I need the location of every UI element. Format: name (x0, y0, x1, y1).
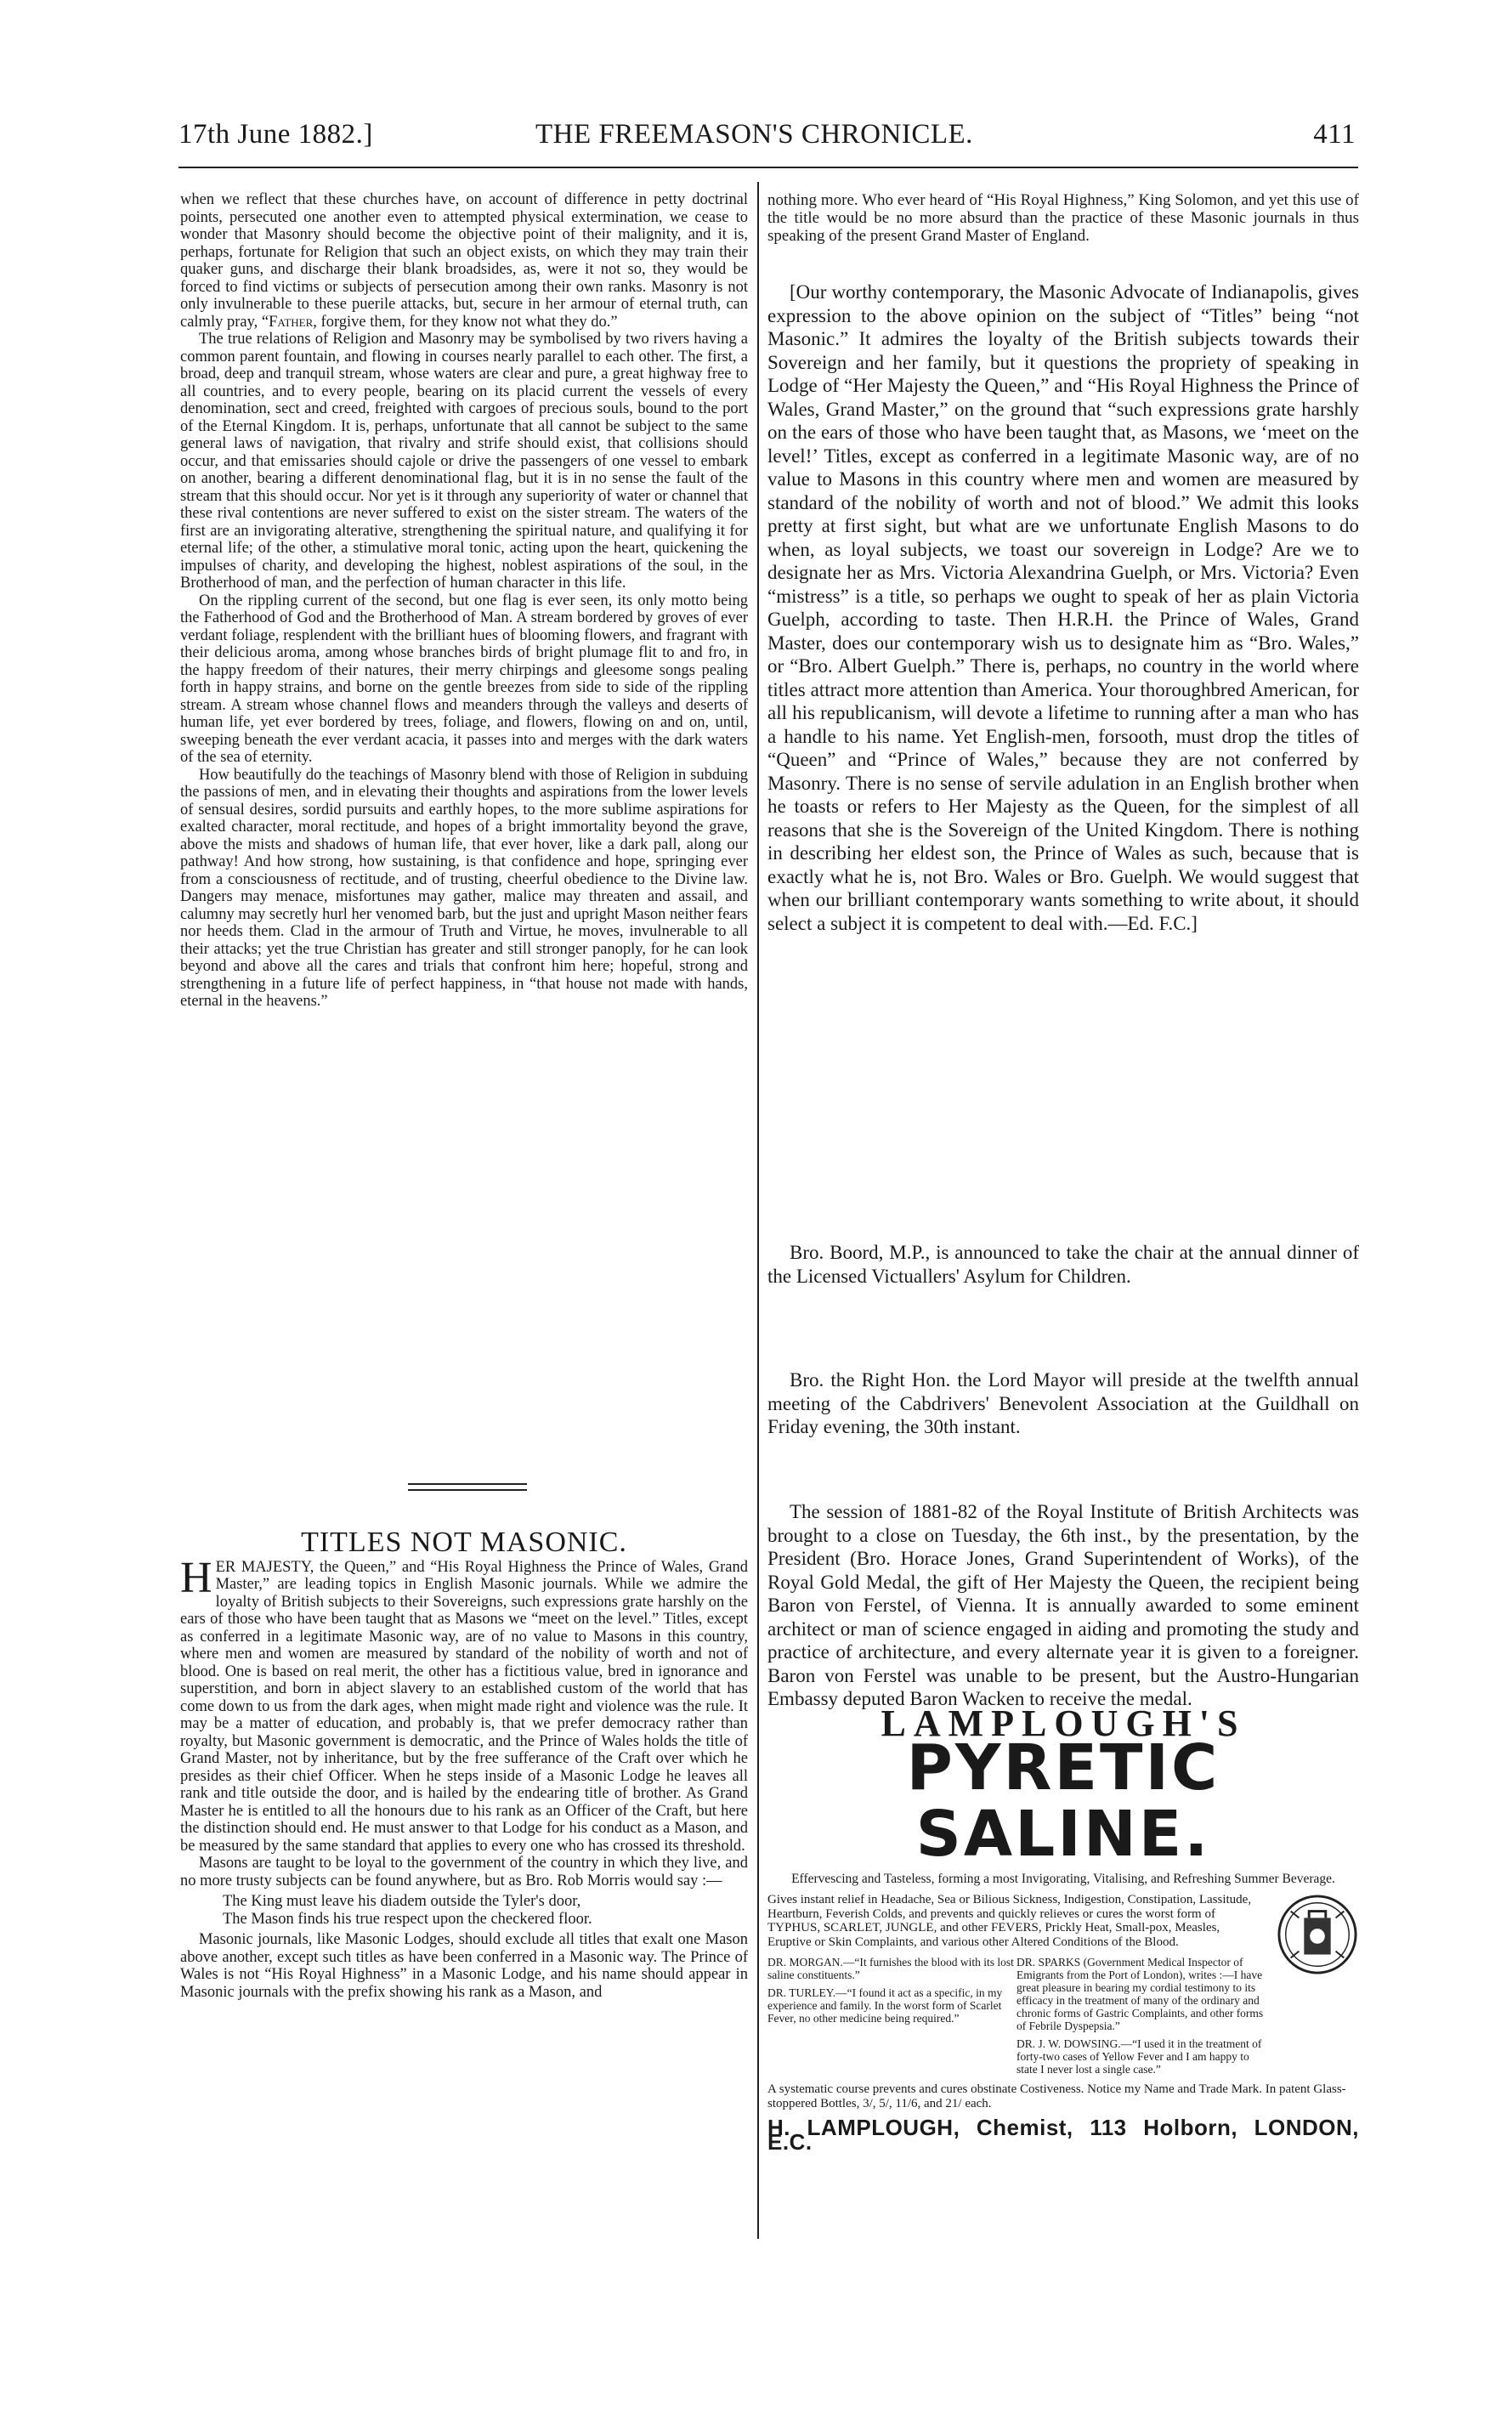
masthead-rule (178, 167, 1358, 168)
news-item-lord-mayor (767, 1368, 1359, 1439)
issue-date: 17th June 1882.] (178, 119, 373, 150)
article-paragraph: How beautifully do the teachings of Masonry blend with those of Religion in subduing the passions of men, and in elevating their thoughts and aspirations from the lower levels of sensual desires, sordid pursuits and earthly hopes, to the more sublime aspirations for exalted character, moral rectitude, and hopes of a bright immortality beyond the grave, above the mists and shadows of human life, that ever hover, like a dark pall, along our pathway! And how strong, how sustaining, is that confidence and hope, springing ever from a consciousness of rectitude, and of trusting, cheerful obedience to the Divine law. Dangers may menace, misfortunes may gather, malice may threaten and assail, and calumny may secretly hurl her venomed barb, but the just and upright Mason neither fears nor heeds them. Clad in the armour of Truth and Virtue, he moves, invulnerable to all their attacks; yet the true Christian has greater and still stronger panoply, for he can look beyond and above all the cares and trials that confront him here; hopeful, strong and strengthening in a future life of perfect happiness, in “that house not made with hands, eternal in the heavens.” (180, 766, 748, 1010)
editorial-note (767, 280, 1359, 935)
article-paragraph: HER MAJESTY, the Queen,” and “His Royal Highness the Prince of Wales, Grand Master,” are leading topics in English Masonic journals. While we admire the loyalty of British subjects to their Sovereigns, such expressions grate harshly on the ears of those who have been taught that as Masons we “meet on the level.” Titles, except as conferred in a legitimate Masonic way, are of no value to Masons in this country, where men and women are measured by standard of the nobility of worth and not of blood. One is based on real merit, the other has a fictitious value, bred in ignorance and superstition, and born in abject slavery to an established custom of the world that has come down to us from the dark ages, when might made right and violence was the rule. It may be a matter of education, and probably is, that we prefer democracy rather than royalty, but Masonic government is democratic, and the Prince of Wales holds the title of Grand Master, not by inheritance, but by the free sufferance of the Craft over which he presides as their chief Officer. When he steps inside of a Masonic Lodge he leaves all rank and title outside the door, and is hailed by the endearing title of brother. As Grand Master he is entitled to all the honours due to his rank as an Officer of the Craft, but here the distinction should end. He must answer to that Lodge for his conduct as a Mason, and be measured by the same standard that applies to every one who has crossed its threshold. (180, 1553, 748, 1855)
drop-cap: H (180, 1553, 212, 1602)
testimonial: DR. MORGAN.—“It furnishes the blood with its lost saline constituents.” (767, 1956, 1014, 1981)
news-paragraph: Bro. the Right Hon. the Lord Mayor will preside at the twelfth annual meeting of the Cabdrivers' Benevolent Association at the Guildhall on Friday evening, the 30th instant. (767, 1369, 1359, 1437)
testimonial-column (767, 1956, 1016, 2076)
section-divider (408, 1483, 527, 1485)
masthead (178, 119, 1356, 160)
titles-not-masonic-article (180, 1527, 748, 2001)
right-column-continuation (767, 191, 1359, 245)
testimonial-column (1016, 1956, 1266, 2076)
column-divider (757, 182, 759, 2239)
article-paragraph: Masons are taught to be loyal to the government of the country in which they live, and no more trusty subjects can be found anywhere, but as Bro. Rob Morris would say :— (180, 1855, 748, 1889)
news-paragraph: Bro. Boord, M.P., is announced to take the chair at the annual dinner of the Licensed Victuallers' Asylum for Children. (767, 1242, 1359, 1287)
page-number: 411 (1313, 119, 1356, 150)
news-item-boord (767, 1241, 1359, 1288)
article-paragraph: Masonic journals, like Masonic Lodges, should exclude all titles that exalt one Mason above another, except such titles as have been conferred in a Masonic way. The Prince of Wales is not “His Royal Highness” in a Masonic Lodge, and his name should appear in Masonic journals with the prefix showing his rank as a Mason, and (180, 1931, 748, 2001)
news-item-architects (767, 1500, 1359, 1711)
news-paragraph: The session of 1881-82 of the Royal Institute of British Architects was brought to a close on Tuesday, the 6th inst., by the presentation, by the President (Bro. Horace Jones, Grand Superintendent of Works), of the Royal Gold Medal, the gift of Her Majesty the Queen, the recipient being Baron von Ferstel, of Vienna. It is annually awarded to some eminent architect or man of science engaged in aiding and promoting the study and practice of architecture, and every alternate year it is given to a foreigner. Baron von Ferstel was unable to be present, but the Austro-Hungarian Embassy deputed Baron Wacken to receive the medal. (767, 1501, 1359, 1709)
ad-brand-name: LAMPLOUGH'S (881, 1702, 1246, 1744)
ad-testimonials (767, 1956, 1266, 2076)
article-paragraph: On the rippling current of the second, but one flag is ever seen, its only motto being the Fatherhood of God and the Brotherhood of Man. A stream bordered by groves of ever verdant foliage, resplendent with the brilliant hues of blooming flowers, and fragrant with their delicious aroma, among whose branches birds of bright plumage flit to and fro, in the happy freedom of their natures, their merry chirpings and gleesome songs pealing forth in happy strains, and borne on the gentle breezes from side to side of the rippling stream. A stream whose channel flows and meanders through the valleys and deserts of human life, yet ever bordered by trees, foliage, and flowers, flowing on and on, until, sweeping beneath the ever verdant acacia, it passes into and merges with the dark waters of the sea of eternity. (180, 592, 748, 766)
ad-product-name: PYRETIC SALINE. (906, 1731, 1220, 1871)
article-paragraph: when we reflect that these churches have, on account of difference in petty doctrinal points, persecuted one another even to attempted physical extermination, we cease to wonder that Masonry should become the objective point of their malignity, and it is, perhaps, fortunate for Religion that such an object exists, on which they may train their quaker guns, and discharge their blank broadsides, as, were it not so, they would be forced to find victims or subjects of persecution among their own ranks. Masonry is not only invulnerable to these puerile attacks, but, secure in her armour of eternal truth, can calmly pray, “Father, forgive them, for they know not what they do.” (180, 191, 748, 331)
testimonial: DR. SPARKS (Government Medical Inspector of Emigrants from the Port of London), writes :—I have great pleasure in bearing my cordial testimony to its efficacy in the treatment of many of the ordinary and chronic forms of Gastric Complaints, and other forms of Febrile Dyspepsia.” (1016, 1956, 1264, 2032)
ad-notice: A systematic course prevents and cures obstinate Costiveness. Notice my Name and Trade Mark. In patent Glass-stoppered Bottles, 3/, 5/, 11/6, and 21/ each. (767, 2082, 1346, 2110)
publication-title: THE FREEMASON'S CHRONICLE. (535, 119, 973, 150)
article-paragraph: [Our worthy contemporary, the Masonic Advocate of Indianapolis, gives expression to the above opinion on the subject of “Titles” being “not Masonic.” It admires the loyalty of the British subjects towards their Sovereign and her family, but it questions the propriety of speaking in Lodge of “Her Majesty the Queen,” and “His Royal Highness the Prince of Wales, Grand Master,” on the ground that “such expressions grate harshly on the ears of those who have been taught that, as Masons, we ‘meet on the level!’ Titles, except as conferred in a legitimate Masonic way, are of no value to Masons in this country where men and women are measured by standard of the nobility of worth and not of blood.” We admit this looks pretty at first sight, but what are we unfortunate English Masons to do when, as loyal subjects, we toast our sovereign in Lodge? Are we to designate her as Mrs. Victoria Alexandrina Guelph, or Mrs. Victoria? Even “mistress” is a title, so perhaps we ought to speak of her as plain Victoria Guelph, according to taste. Then H.R.H. the Prince of Wales, Grand Master, does our contemporary wish us to designate him as “Bro. Wales,” or “Bro. Albert Guelph.” There is, perhaps, no country in the world where titles attract more attention than America. Your thoroughbred American, for all his republicanism, will devote a lifetime to running after a man who has a handle to his name. Yet English-men, forsooth, must drop the titles of “Queen” and “Prince of Wales,” because they are not conferred by Masonry. There is no sense of servile adulation in an English brother when he toasts or refers to Her Majesty as the Queen, for the simplest of all reasons that she is the Sovereign of the United Kingdom. There is nothing in describing her eldest son, the Prince of Wales as such, because that is exactly what he is, not Bro. Wales or Bro. Guelph. We would suggest that when our brilliant contemporary wants something to write about, it should select a subject it is competent to deal with.—Ed. F.C.] (767, 281, 1359, 934)
verse-quote (180, 1893, 748, 1928)
testimonial: DR. J. W. DOWSING.—“I used it in the treatment of forty-two cases of Yellow Fever and I am happy to state I never lost a single case.” (1016, 2037, 1262, 2076)
verse-line: The King must leave his diadem outside the Tyler's door, (223, 1893, 581, 1910)
ad-tagline: Effervescing and Tasteless, forming a most Invigorating, Vitalising, and Refreshing Summer Beverage. (791, 1871, 1335, 1886)
testimonial: DR. TURLEY.—“I found it act as a specific, in my experience and family. In the worst form of Scarlet Fever, no other medicine being required.” (767, 1986, 1003, 2025)
left-column-article (180, 191, 748, 1011)
lamplough-advertisement (767, 1702, 1359, 2155)
article-paragraph: The true relations of Religion and Masonry may be symbolised by two rivers having a common parent fountain, and flowing in courses nearly parallel to each other. The first, a broad, deep and tranquil stream, whose waters are clear and pure, a great highway free to all countries, and to every people, bearing on its placid current the vessels of every denomination, sect and creed, freighted with cargoes of precious souls, bound to the port of the Eternal Kingdom. It is, perhaps, unfortunate that all cannot be subject to the same general laws of navigation, that rivalry and strife should exist, that collisions should occur, and that emissaries should cajole or drive the passengers of one vessel to embark on another, bearing a different denominational flag, but it is in no sense the fault of the stream that this should occur. Nor yet is it through any superiority of water or channel that these rival contentions are never suffered to exist on the sister stream. The waters of the first are an invigorating alterative, strengthening the spiritual nature, and qualifying it for eternal life; of the other, a stimulative moral tonic, acting upon the heart, quickening the impulses of charity, and developing the highest, noblest aspirations of the soul, in the Brotherhood of man, and the perfection of human character in this life. (180, 331, 748, 592)
trade-mark-seal-icon (1276, 1893, 1359, 1976)
article-paragraph: nothing more. Who ever heard of “His Royal Highness,” King Solomon, and yet this use of the title would be no more absurd than the practice of these Masonic journals in thus speaking of the present Grand Master of England. (767, 191, 1359, 245)
ad-description: Gives instant relief in Headache, Sea or Bilious Sickness, Indigestion, Constipation, Lassitude, Heartburn, Feverish Colds, and prevents and quickly relieves or cures the worst form of TYPHUS, SCARLET, JUNGLE, and other FEVERS, Prickly Heat, Small-pox, Measles, Eruptive or Skin Complaints, and various other Altered Conditions of the Blood. (767, 1893, 1359, 1949)
verse-line: The Mason finds his true respect upon the checkered floor. (223, 1910, 592, 1928)
section-divider (408, 1489, 527, 1491)
article-heading: TITLES NOT MASONIC. (301, 1527, 627, 1558)
ad-address: H. LAMPLOUGH, Chemist, 113 Holborn, LONDON, E.C. (767, 2115, 1359, 2155)
